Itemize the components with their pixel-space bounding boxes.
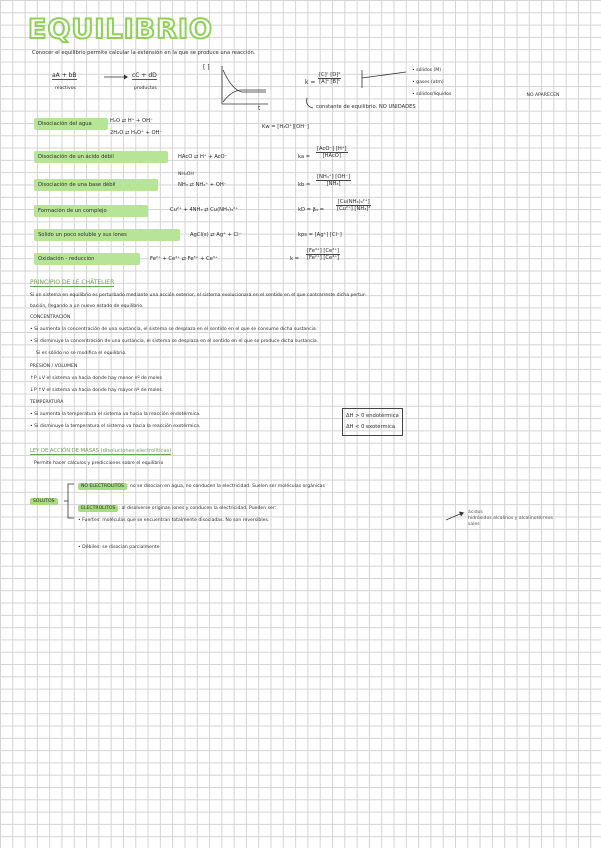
row-label-acid: Disociación de un ácido débil: [38, 154, 114, 160]
conc-rule-3: Si es sólido no se modifica el equilibrio.: [36, 351, 127, 356]
generic-products: cC + dD: [132, 72, 157, 79]
curved-arrow-icon: [303, 98, 315, 110]
row-label-complex: Formación de un complejo: [38, 208, 107, 214]
row-redox-k-frac: $\frac{\text{[Fe³⁺] [Ce³⁺]}}{\text{[Fe²⁺] [Ce⁴⁺]}}$: [307, 248, 340, 261]
electrolitos: ELECTROLITOS : al disolverse originan iones y conducen la electricidad. Pueden ser:: [78, 506, 276, 511]
solutos-label: SOLUTOS: [30, 499, 58, 504]
row-redox-k-left: k =: [290, 256, 299, 262]
row-complex-eq: Cu²⁺ + 4NH₃ ⇄ Cu(NH₃)₄²⁺: [170, 207, 238, 213]
pres-heading: PRESIÓN / VOLUMEN: [30, 364, 78, 369]
page-title: EQUILIBRIO: [28, 14, 213, 45]
conc-rule-2: • Si disminuye la concentración de una sustancia, el sistema se desplaza en el sentido en el que se produce dicha sustancia.: [30, 339, 319, 344]
graph-x-label: t: [258, 105, 261, 112]
generic-reactants: aA + bB: [52, 72, 77, 79]
chatelier-heading: PRINCIPIO DE LE CHÂTELIER: [30, 279, 115, 286]
temp-rule-1: • Si aumenta la temperatura el sistema va hacia la reacción endotérmica.: [30, 412, 201, 417]
pres-rule-2: ↓P ↑V el sistema va hacia donde hay mayor nº de moles: [30, 388, 162, 393]
reactants-label: reactivos: [55, 86, 76, 91]
row-base-above: NH₄OH: [178, 172, 194, 177]
side-note-acidos: ácidos: [468, 510, 483, 515]
row-solid-k: kps = [Ag⁺] [Cl⁻]: [298, 232, 342, 238]
row-complex-k-left: kD = β₄ =: [298, 207, 325, 213]
side-note-hidroxidos: hidróxidos alcalinos y alcalinotérreos: [468, 516, 553, 521]
brace-arrow-icon: [358, 70, 410, 90]
fuertes: • Fuertes: moléculas que se encuentran totalmente disociadas. No son reversibles.: [78, 518, 270, 523]
row-water-eq1: H₂O ⇄ H⁺ + OH⁻: [110, 118, 153, 124]
row-complex-k-frac: $\frac{\text{[Cu(NH₃)₄²⁺]}}{\text{[Cu²⁺] [NH₃]⁴}}$: [337, 199, 371, 212]
chatelier-text-1: Si un sistema en equilibrio es perturbado mediante una acción exterior, el sistema evolucionará en el sentido en el que contrarreste dicha pertur-: [30, 293, 367, 298]
enthalpy-endo: ΔH > 0 endotérmica: [346, 413, 399, 419]
temp-rule-2: • Si disminuye la temperatura el sistema va hacia la reacción exotérmica.: [30, 424, 201, 429]
debiles: • Débiles: se disocian parcialmente: [78, 545, 160, 550]
graph-y-label: [ ]: [203, 64, 210, 71]
solutos-brace: [64, 484, 78, 520]
conc-heading: CONCENTRACIÓN: [30, 315, 71, 320]
row-label-redox: Oxidación - reducción: [38, 256, 95, 262]
no-electrolitos: NO ELECTROLITOS : no se disocian en agua, no conducen la electricidad. Suelen ser moléculas orgánicas: [78, 484, 325, 489]
fuertes-side-notes: [468, 510, 553, 528]
row-acid-k-frac: $\frac{\text{[AcO⁻] [H⁺]}}{\text{[HAcO]}}$: [317, 146, 347, 159]
pres-rule-1: ↑P ↓V el sistema va hacia donde hay menor nº de moles: [30, 376, 162, 381]
row-base-k-frac: $\frac{\text{[NH₄⁺] [OH⁻]}}{\text{[NH₃]}}$: [317, 174, 351, 187]
temp-heading: TEMPERATURA: [30, 400, 64, 405]
constant-caption: constante de equilibrio. NO UNIDADES: [316, 104, 416, 110]
note-solidos: • sólidos (M): [412, 68, 442, 73]
row-label-solid: Sólido un poco soluble y sus iones: [38, 232, 127, 238]
row-acid-eq: HAcO ⇄ H⁺ + AcO⁻: [178, 154, 228, 160]
row-label-water: Disociación del agua: [38, 121, 92, 127]
enthalpy-box: [342, 408, 403, 436]
forward-arrow-icon: [104, 74, 128, 80]
note-solidos-liquidos: • sólidos/líquidos: [412, 92, 452, 97]
intro-text: Conocer el equilibrio permite calcular la extensión en la que se produce una reacción.: [32, 50, 256, 56]
no-aparecen: NO APARECEN: [526, 93, 560, 98]
side-note-sales: sales: [468, 522, 480, 527]
row-base-eq: NH₃ ⇄ NH₄⁺ + OH⁻: [178, 182, 227, 188]
products-label: productos: [134, 86, 157, 91]
row-acid-k-left: ka =: [298, 154, 311, 160]
chatelier-text-2: bación, llegando a un nuevo estado de equilibrio.: [30, 304, 144, 309]
row-base-k-left: kb =: [298, 182, 311, 188]
row-water-k: Kw = [H₃O⁺][OH⁻]: [262, 124, 309, 130]
row-label-base: Disociación de una base débil: [38, 182, 116, 188]
row-redox-eq: Fe²⁺ + Ce⁴⁺ ⇄ Fe³⁺ + Ce³⁺: [150, 256, 218, 262]
note-gases: • gases (atm): [412, 80, 444, 85]
row-water-eq2: 2H₂O ⇄ H₃O⁺ + OH⁻: [110, 130, 163, 136]
k-symbol: k =: [305, 79, 316, 86]
row-solid-eq: AgCl(s) ⇄ Ag⁺ + Cl⁻: [190, 232, 242, 238]
masas-heading: LEY DE ACCIÓN DE MASAS (disoluciones electrolíticas): [30, 448, 172, 454]
concentration-time-graph: [220, 66, 270, 106]
masas-text: Permite hacer cálculos y predicciones sobre el equilibrio: [34, 461, 164, 466]
enthalpy-exo: ΔH < 0 exotérmica: [346, 424, 396, 430]
arrow-to-notes-icon: [446, 510, 466, 524]
k-expression: $\frac{\text{[C]ᶜ [D]ᵈ}}{\text{[A]ᵃ [B]ᵇ}}$: [319, 72, 341, 85]
conc-rule-1: • Si aumenta la concentración de una sustancia, el sistema se desplaza en el sentido en el que se consume dicha sustancia.: [30, 327, 318, 332]
